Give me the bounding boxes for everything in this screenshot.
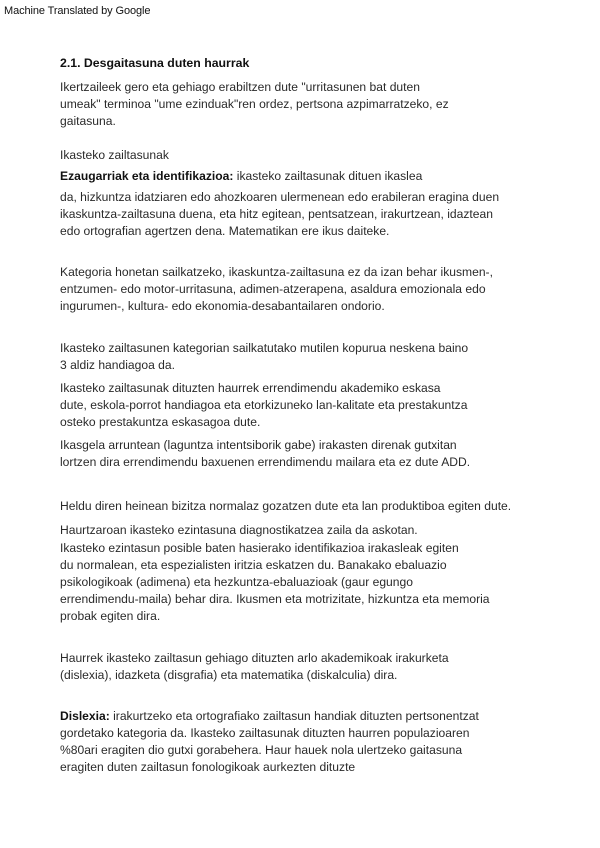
- subheading: Ikasteko zailtasunak: [60, 148, 169, 162]
- paragraph-line: probak egiten dira.: [60, 609, 161, 623]
- paragraph-line: Kategoria honetan sailkatzeko, ikaskuntza-zailtasuna ez da izan behar ikusmen-,: [60, 265, 493, 279]
- paragraph-line: lortzen dira errendimendu baxuenen errendimendu mailara eta ez dute ADD.: [60, 455, 471, 469]
- term-label: Dislexia:: [60, 709, 110, 723]
- paragraph-line: Ikasgela arruntean (laguntza intentsiborik gabe) irakasten direnak gutxitan: [60, 438, 457, 452]
- paragraph-line: 3 aldiz handiagoa da.: [60, 358, 175, 372]
- paragraph-line: ingurumen-, kultura- edo ekonomia-desabantailaren ondorio.: [60, 299, 385, 313]
- paragraph-line: [60, 168, 422, 185]
- paragraph-line: Heldu diren heinean bizitza normalaz gozatzen dute eta lan produktiboa egiten dute.: [60, 499, 512, 513]
- paragraph-line: da, hizkuntza idatziaren edo ahozkoaren ulermenean edo erabileran eragina duen: [60, 190, 500, 204]
- paragraph-line: (dislexia), idazketa (disgrafia) eta matematika (diskalculia) dira.: [60, 668, 398, 682]
- paragraph-line: edo ortografian agertzen dena. Matematikan ere ikus daiteke.: [60, 224, 390, 238]
- paragraph-line: %80ari eragiten dio gutxi gorabehera. Haur hauek nola ulertzeko gaitasuna: [60, 743, 463, 757]
- term-text: irakurtzeko eta ortografiako zailtasun handiak dituzten pertsonentzat: [109, 709, 479, 723]
- paragraph-line: errendimendu-maila) behar dira. Ikusmen eta motrizitate, hizkuntza eta memoria: [60, 592, 490, 606]
- term-label: Ezaugarriak eta identifikazioa:: [60, 169, 234, 183]
- paragraph-line: gordetako kategoria da. Ikasteko zailtasunak dituzten haurren populazioaren: [60, 726, 470, 740]
- paragraph-line: Ikertzaileek gero eta gehiago erabiltzen dute "urritasunen bat duten: [60, 80, 420, 94]
- paragraph-line: eragiten duten zailtasun fonologikoak aurkezten dituzte: [60, 760, 356, 774]
- paragraph-line: psikologikoak (adimena) eta hezkuntza-ebaluazioak (gaur egungo: [60, 575, 413, 589]
- paragraph-line: umeak" terminoa "ume ezinduak"ren ordez, pertsona azpimarratzeko, ez: [60, 97, 449, 111]
- paragraph-line: ikaskuntza-zailtasuna duena, eta hitz egitean, pentsatzean, irakurtzean, idaztean: [60, 207, 493, 221]
- paragraph-line: [60, 708, 479, 725]
- paragraph-line: entzumen- edo motor-urritasuna, adimen-atzerapena, asaldura emozionala edo: [60, 282, 486, 296]
- section-title: 2.1. Desgaitasuna duten haurrak: [60, 56, 250, 70]
- paragraph-line: Ikasteko zailtasunak dituzten haurrek errendimendu akademiko eskasa: [60, 381, 441, 395]
- paragraph-line: Ikasteko zailtasunen kategorian sailkatutako mutilen kopurua neskena baino: [60, 341, 469, 355]
- term-text: ikasteko zailtasunak dituen ikaslea: [233, 169, 423, 183]
- paragraph-line: du normalean, eta espezialisten iritzia eskatzen du. Banakako ebaluazio: [60, 558, 447, 572]
- paragraph-line: gaitasuna.: [60, 114, 116, 128]
- paragraph-line: Haurrek ikasteko zailtasun gehiago dituzten arlo akademikoak irakurketa: [60, 651, 449, 665]
- paragraph-line: Ikasteko ezintasun posible baten hasierako identifikazioa irakasleak egiten: [60, 541, 459, 555]
- paragraph-line: osteko prestakuntza eskasagoa dute.: [60, 415, 261, 429]
- paragraph-line: dute, eskola-porrot handiagoa eta etorkizuneko lan-kalitate eta prestakuntza: [60, 398, 468, 412]
- paragraph-line: Haurtzaroan ikasteko ezintasuna diagnostikatzea zaila da askotan.: [60, 523, 418, 537]
- machine-translation-banner: Machine Translated by Google: [4, 5, 151, 17]
